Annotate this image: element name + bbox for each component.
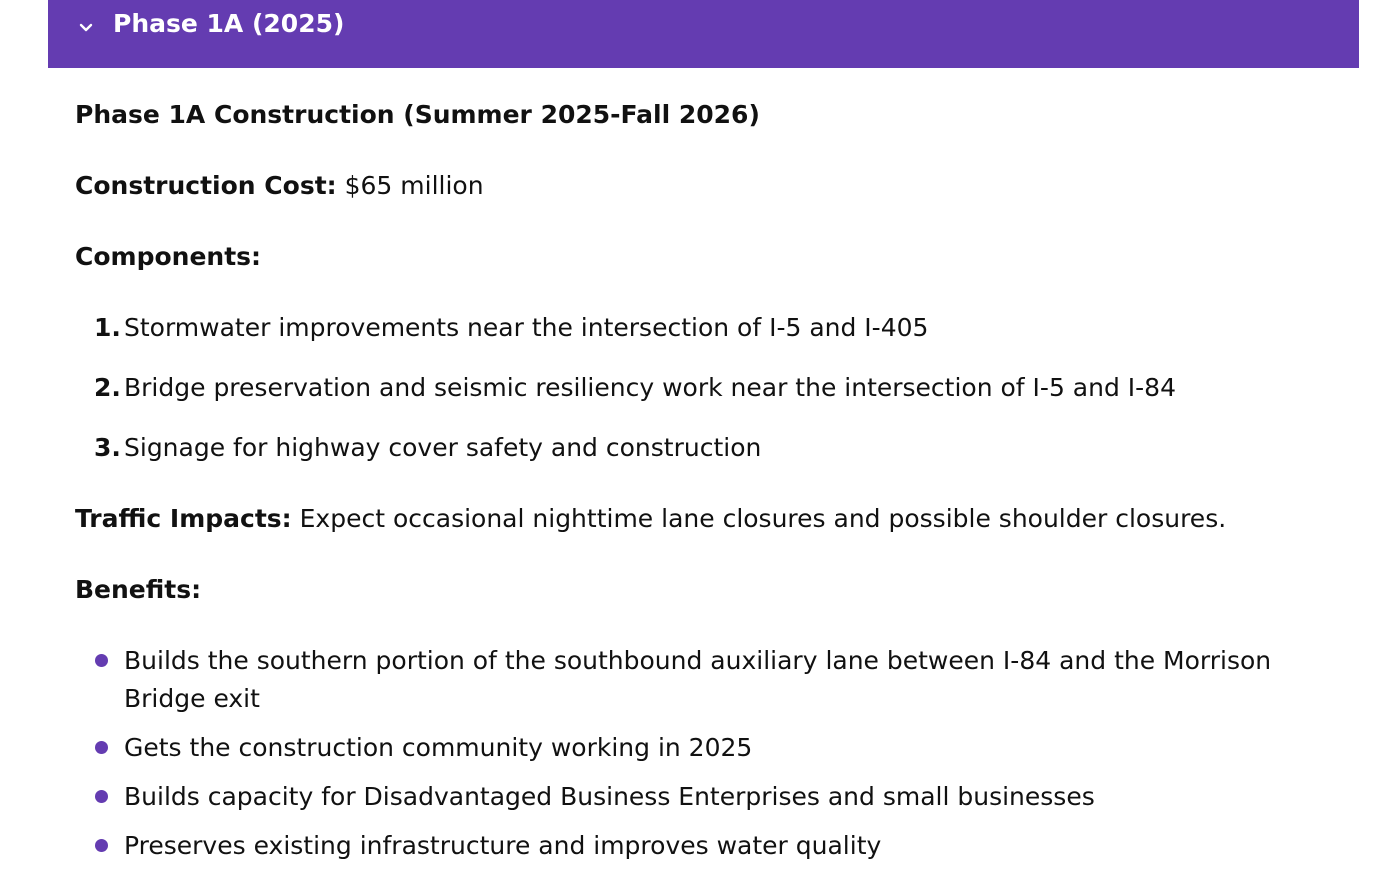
traffic-impacts [75,500,1226,538]
traffic-impacts-value: Expect occasional nighttime lane closures and possible shoulder closures. [291,504,1227,533]
construction-cost-label: Construction Cost: [75,171,337,200]
component-number: 1. [94,313,121,342]
chevron-down-icon[interactable] [78,20,94,36]
component-text: Stormwater improvements near the intersection of I-5 and I-405 [124,313,929,342]
component-number: 3. [94,433,121,462]
bullet-icon [95,654,108,667]
bullet-icon [95,741,108,754]
bullet-icon [95,839,108,852]
component-number: 2. [94,373,121,402]
benefit-text: Builds capacity for Disadvantaged Business Enterprises and small businesses [124,782,1095,811]
traffic-impacts-label: Traffic Impacts: [75,504,292,533]
benefit-text: Gets the construction community working in 2025 [124,733,753,762]
construction-cost-value: $65 million [336,171,484,200]
accordion-title[interactable]: Phase 1A (2025) [113,9,345,38]
section-heading: Phase 1A Construction (Summer 2025-Fall 2026) [75,100,760,129]
component-text: Signage for highway cover safety and construction [124,433,762,462]
component-text: Bridge preservation and seismic resiliency work near the intersection of I-5 and I-84 [124,373,1176,402]
components-label: Components: [75,242,262,271]
benefit-text: Preserves existing infrastructure and improves water quality [124,831,882,860]
bullet-icon [95,790,108,803]
construction-cost [75,167,484,205]
benefit-text: Builds the southern portion of the southbound auxiliary lane between I-84 and the Morrison Bridge exit [124,646,1272,713]
benefits-label: Benefits: [75,575,202,604]
